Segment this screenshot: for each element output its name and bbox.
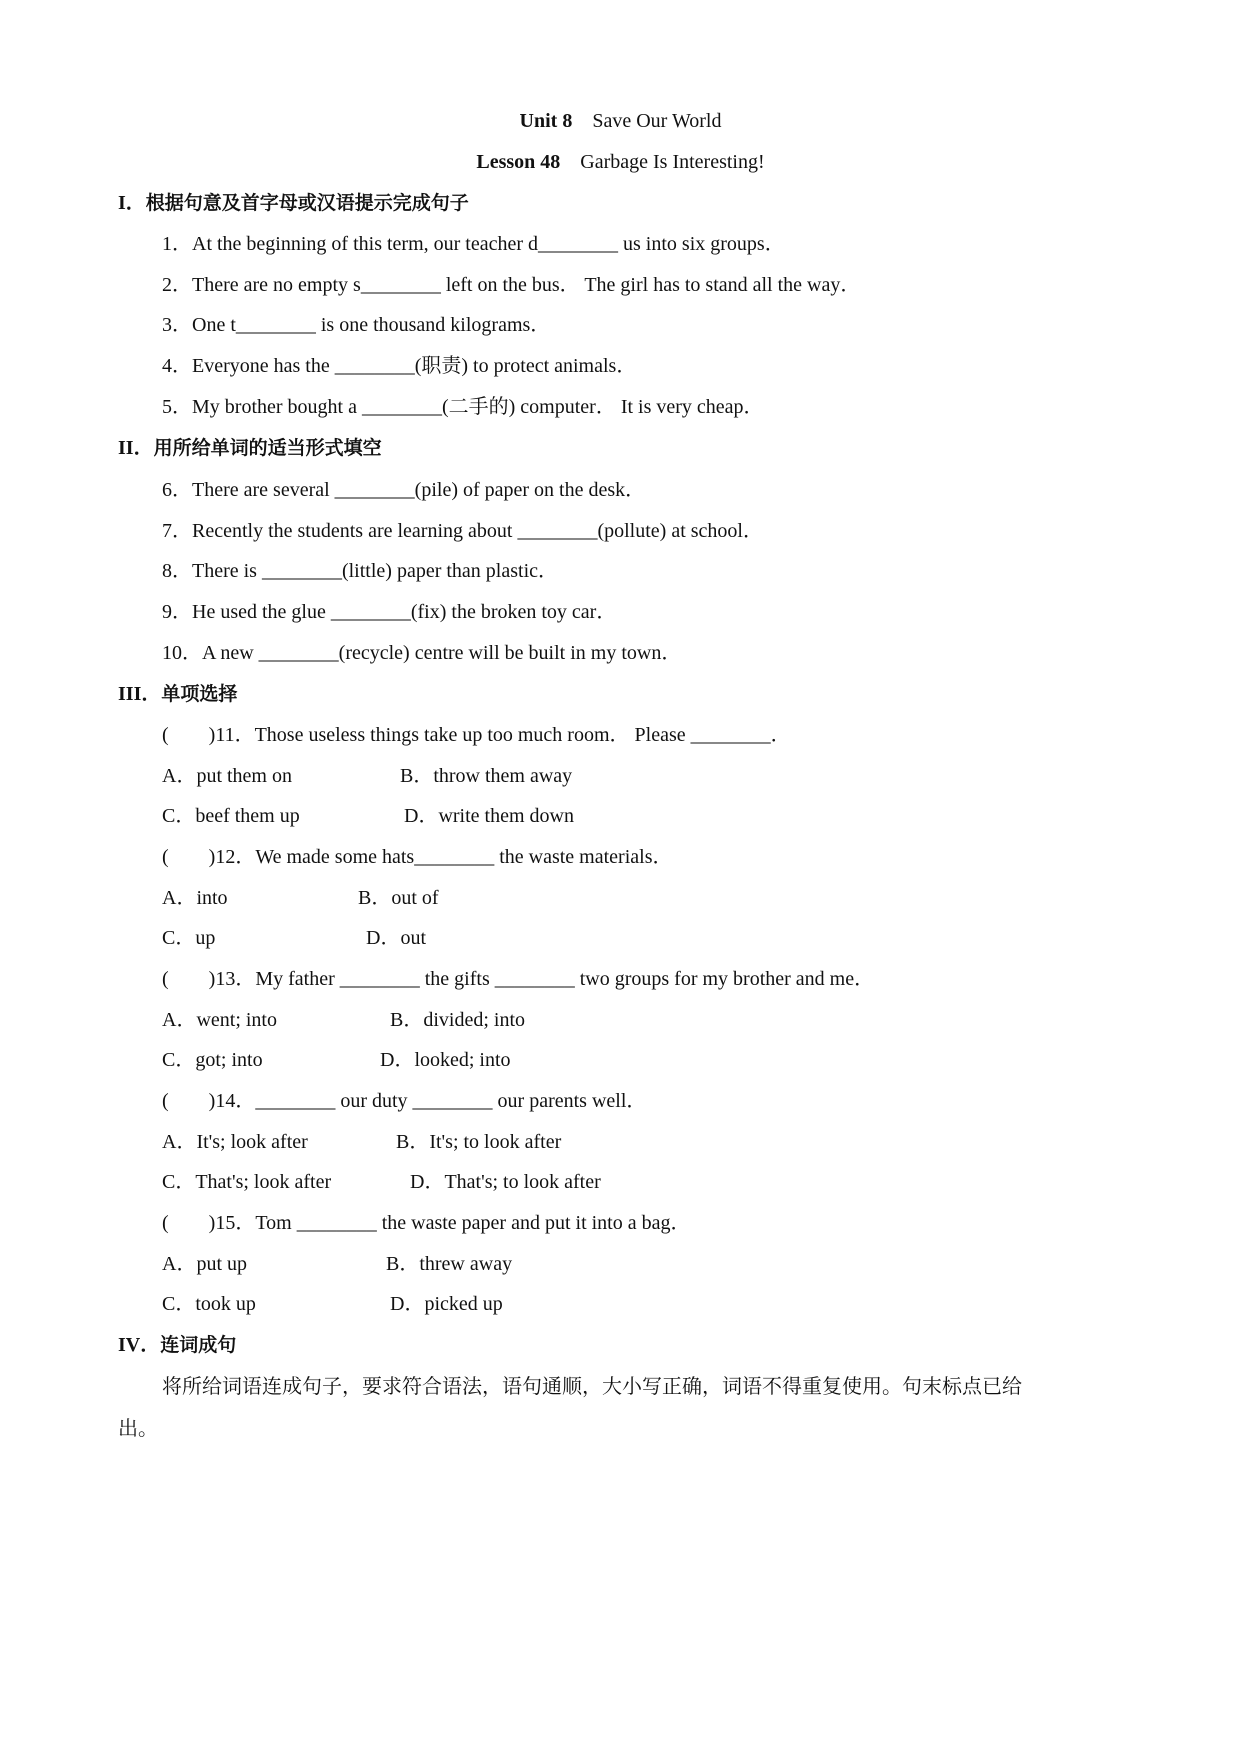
question-14-option-c: C．That's; look after [162, 1171, 332, 1193]
section-3-title: 单项选择 [161, 683, 238, 705]
question-11-option-b: B．throw them away [400, 765, 573, 787]
section-1-number: I． [118, 192, 146, 214]
question-11-stem: ( )11．Those useless things take up too much room． Please ________． [162, 724, 791, 746]
question-4: 4．Everyone has the ________(职责) to protect animals． [162, 355, 637, 377]
unit-title [0, 109, 1241, 133]
question-15-option-a: A．put up [162, 1253, 247, 1275]
question-13-option-b: B．divided; into [390, 1009, 525, 1031]
question-11-option-c: C．beef them up [162, 805, 300, 827]
question-11-option-a: A．put them on [162, 765, 292, 787]
section-4-title: 连词成句 [160, 1334, 237, 1356]
unit-name: Save Our World [592, 110, 722, 132]
question-10: 10．A new ________(recycle) centre will be built in my town． [162, 642, 682, 664]
section-4-number: IV． [118, 1334, 161, 1356]
question-9: 9．He used the glue ________(fix) the broken toy car． [162, 601, 617, 623]
question-6: 6．There are several ________(pile) of paper on the desk． [162, 479, 646, 501]
question-12-option-c: C．up [162, 927, 216, 949]
section-1-title: 根据句意及首字母或汉语提示完成句子 [145, 192, 469, 214]
question-15-option-d: D．picked up [390, 1293, 503, 1315]
section-4-heading [118, 1333, 236, 1357]
section-4-instruction-line-1: 将所给词语连成句子，要求符合语法，语句通顺，大小写正确，词语不得重复使用。句末标点已给 [162, 1374, 1022, 1398]
question-14-option-b: B．It's; to look after [396, 1131, 562, 1153]
section-2-title: 用所给单词的适当形式填空 [153, 437, 382, 459]
section-3-number: III． [118, 683, 162, 705]
lesson-name: Garbage Is Interesting! [580, 151, 765, 173]
section-1-heading [118, 191, 469, 215]
question-13-stem: ( )13．My father ________ the gifts ________ two groups for my brother and me． [162, 968, 875, 990]
section-4-instruction-line-2: 出。 [118, 1416, 158, 1440]
question-14-option-a: A．It's; look after [162, 1131, 308, 1153]
question-13-option-a: A．went; into [162, 1009, 277, 1031]
question-12-stem: ( )12．We made some hats________ the waste materials． [162, 846, 673, 868]
question-2: 2．There are no empty s________ left on the bus． The girl has to stand all the way． [162, 274, 861, 296]
section-2-heading [118, 436, 382, 460]
question-15-option-c: C．took up [162, 1293, 256, 1315]
question-7: 7．Recently the students are learning about ________(pollute) at school． [162, 520, 763, 542]
question-14-option-d: D．That's; to look after [410, 1171, 601, 1193]
question-15-stem: ( )15．Tom ________ the waste paper and put it into a bag． [162, 1212, 691, 1234]
question-12-option-a: A．into [162, 887, 228, 909]
question-12-option-d: D．out [366, 927, 426, 949]
lesson-number: Lesson 48 [476, 151, 561, 173]
question-13-option-c: C．got; into [162, 1049, 263, 1071]
question-13-option-d: D．looked; into [380, 1049, 511, 1071]
lesson-title [0, 150, 1241, 174]
section-3-heading [118, 682, 237, 706]
section-2-number: II． [118, 437, 154, 459]
question-3: 3．One t________ is one thousand kilograms． [162, 314, 551, 336]
question-12-option-b: B．out of [358, 887, 439, 909]
question-1: 1．At the beginning of this term, our teacher d________ us into six groups． [162, 233, 785, 255]
question-15-option-b: B．threw away [386, 1253, 513, 1275]
question-14-stem: ( )14．________ our duty ________ our parents well． [162, 1090, 647, 1112]
question-5: 5．My brother bought a ________(二手的) computer． It is very cheap． [162, 396, 764, 418]
question-11-option-d: D．write them down [404, 805, 574, 827]
question-8: 8．There is ________(little) paper than plastic． [162, 560, 559, 582]
unit-number: Unit 8 [519, 110, 573, 132]
